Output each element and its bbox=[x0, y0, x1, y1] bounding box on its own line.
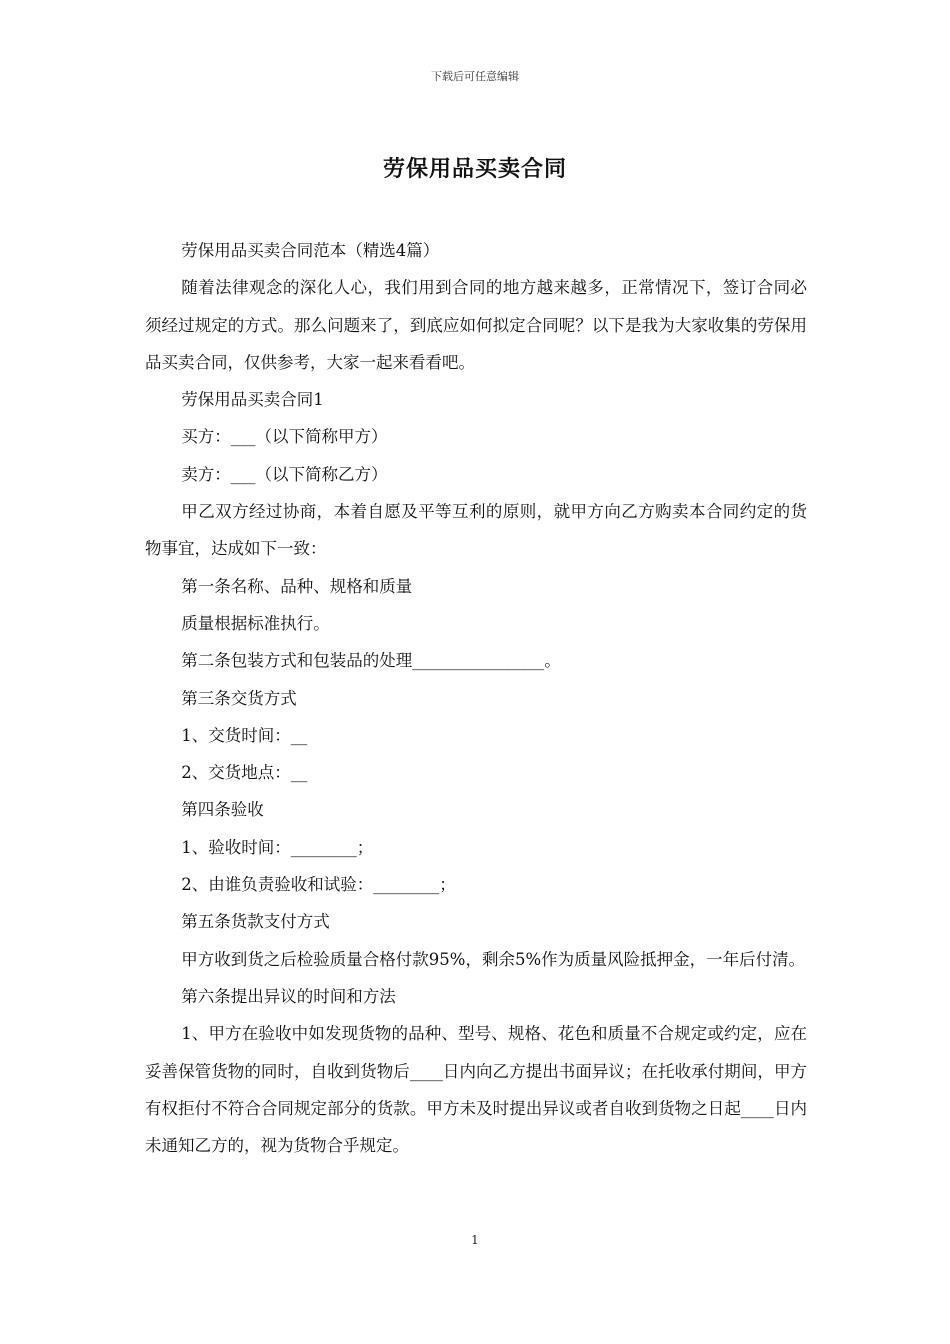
paragraph: 质量根据标准执行。 bbox=[181, 613, 330, 633]
paragraph: 1、验收时间：________； bbox=[181, 837, 374, 857]
paragraph: 随着法律观念的深化人心，我们用到合同的地方越来越多，正常情况下，签订合同必须经过规定的方式。那么问题来了，到底应如何拟定合同呢？以下是我为大家收集的劳保用品买卖合同，仅供参考，大家一起来看看吧。 bbox=[145, 278, 807, 372]
paragraph: 第二条包装方式和包装品的处理________________。 bbox=[181, 651, 561, 671]
paragraph: 甲方收到货之后检验质量合格付款95%，剩余5%作为质量风险抵押金，一年后付清。 bbox=[181, 949, 806, 969]
page-number: 1 bbox=[471, 1233, 479, 1247]
paragraph: 2、交货地点：__ bbox=[181, 763, 308, 783]
paragraph: 卖方：___（以下简称乙方） bbox=[181, 464, 388, 484]
paragraph: 1、交货时间：__ bbox=[181, 725, 308, 745]
paragraph: 第三条交货方式 bbox=[181, 688, 297, 708]
paragraph: 劳保用品买卖合同范本（精选4篇） bbox=[181, 241, 440, 260]
paragraph: 第四条验收 bbox=[181, 800, 264, 820]
document-body bbox=[145, 232, 807, 1164]
paragraph: 甲乙双方经过协商，本着自愿及平等互利的原则，就甲方向乙方购卖本合同约定的货物事宜，达成如下一致： bbox=[145, 502, 807, 559]
paragraph: 劳保用品买卖合同1 bbox=[181, 390, 324, 410]
paragraph: 第一条名称、品种、规格和质量 bbox=[181, 576, 413, 596]
paragraph: 2、由谁负责验收和试验：________； bbox=[181, 875, 456, 895]
header-note: 下载后可任意编辑 bbox=[431, 70, 519, 83]
paragraph: 第六条提出异议的时间和方法 bbox=[181, 986, 396, 1006]
document-title: 劳保用品买卖合同 bbox=[382, 156, 567, 182]
paragraph: 1、甲方在验收中如发现货物的品种、型号、规格、花色和质量不合规定或约定，应在妥善保管货物的同时，自收到货物后____日内向乙方提出书面异议；在托收承付期间，甲方有权拒付不符合合同规定部分的货款。甲方未及时提出异议或者自收到货物之日起____日内未通知乙方的，视为货物合乎规定。 bbox=[145, 1024, 807, 1156]
paragraph: 第五条货款支付方式 bbox=[181, 912, 330, 932]
paragraph: 买方：___（以下简称甲方） bbox=[181, 427, 388, 447]
